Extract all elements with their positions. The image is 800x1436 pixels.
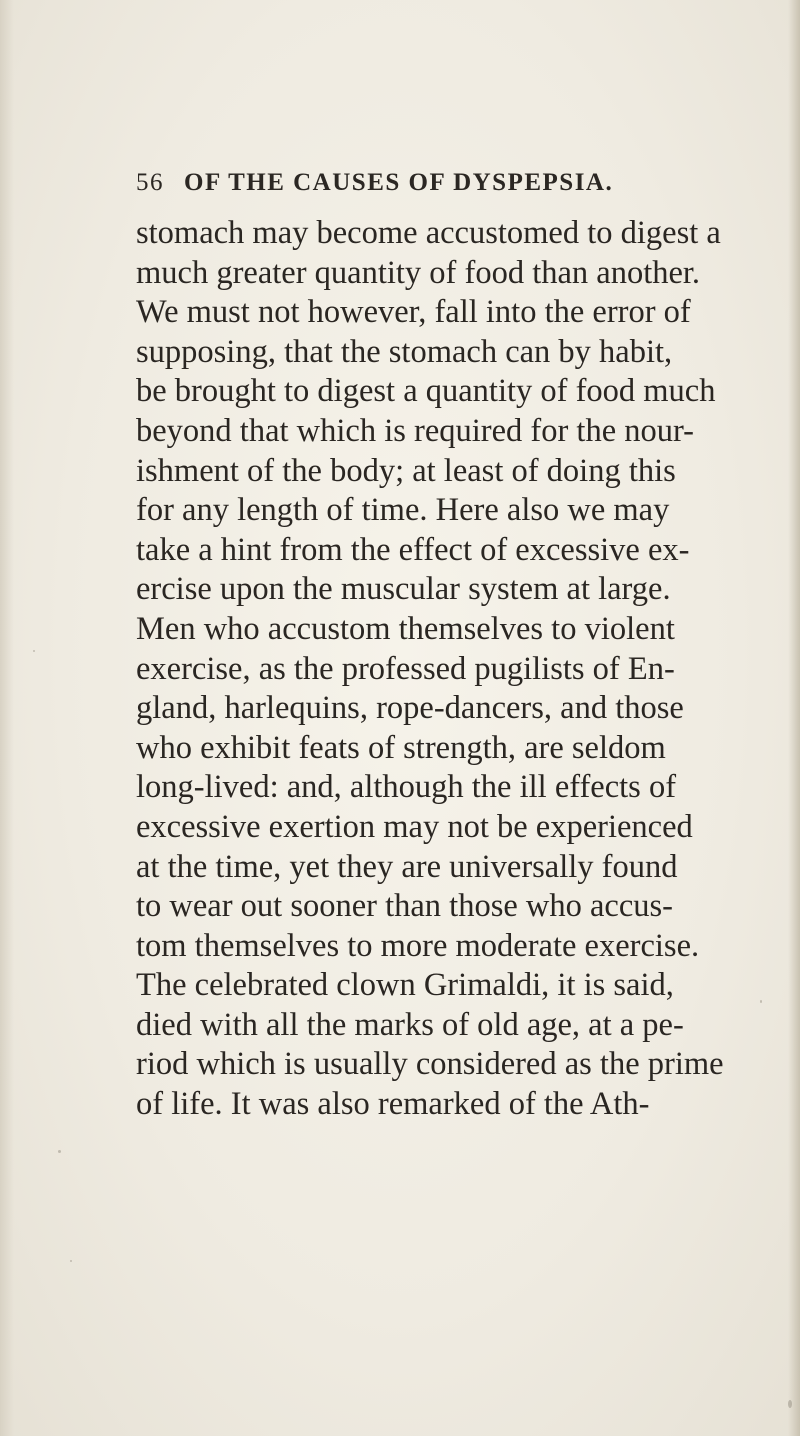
page-number: 56 [136,169,164,196]
text-line: long-lived: and, although the ill effects of [136,769,677,806]
text-line: exercise, as the professed pugilists of En- [136,650,675,687]
text-line: The celebrated clown Grimaldi, it is said, [136,967,674,1004]
text-line: supposing, that the stomach can by habit, [136,333,673,370]
text-line: Men who accustom themselves to violent [136,610,675,647]
text-line: riod which is usually considered as the prime [136,1046,724,1083]
paper-speck [58,1150,61,1153]
text-line: excessive exertion may not be experienced [136,808,693,845]
text-line: tom themselves to more moderate exercise. [136,927,700,964]
text-line: beyond that which is required for the nour- [136,412,695,449]
text-line: died with all the marks of old age, at a pe- [136,1006,684,1043]
paper-speck [788,1400,792,1408]
text-line: ercise upon the muscular system at large. [136,571,671,608]
paper-speck [33,650,35,652]
text-line: much greater quantity of food than another. [136,254,701,291]
running-title: OF THE CAUSES OF DYSPEPSIA. [184,169,614,196]
page-left-edge-shadow [0,0,14,1436]
body-text [136,214,796,1125]
text-line: for any length of time. Here also we may [136,492,670,529]
text-line: who exhibit feats of strength, are seldom [136,729,666,766]
text-line: gland, harlequins, rope-dancers, and those [136,690,684,727]
text-line: We must not however, fall into the error of [136,294,691,331]
text-line: to wear out sooner than those who accus- [136,888,673,925]
text-line: take a hint from the effect of excessive ex- [136,531,690,568]
text-line: ishment of the body; at least of doing this [136,452,676,489]
text-line: be brought to digest a quantity of food much [136,373,716,410]
page-header [136,166,776,200]
text-line: at the time, yet they are universally found [136,848,678,885]
paper-speck [70,1260,72,1262]
paper-speck [760,1000,762,1003]
text-line: of life. It was also remarked of the Ath- [136,1086,650,1123]
text-line: stomach may become accustomed to digest a [136,215,721,251]
